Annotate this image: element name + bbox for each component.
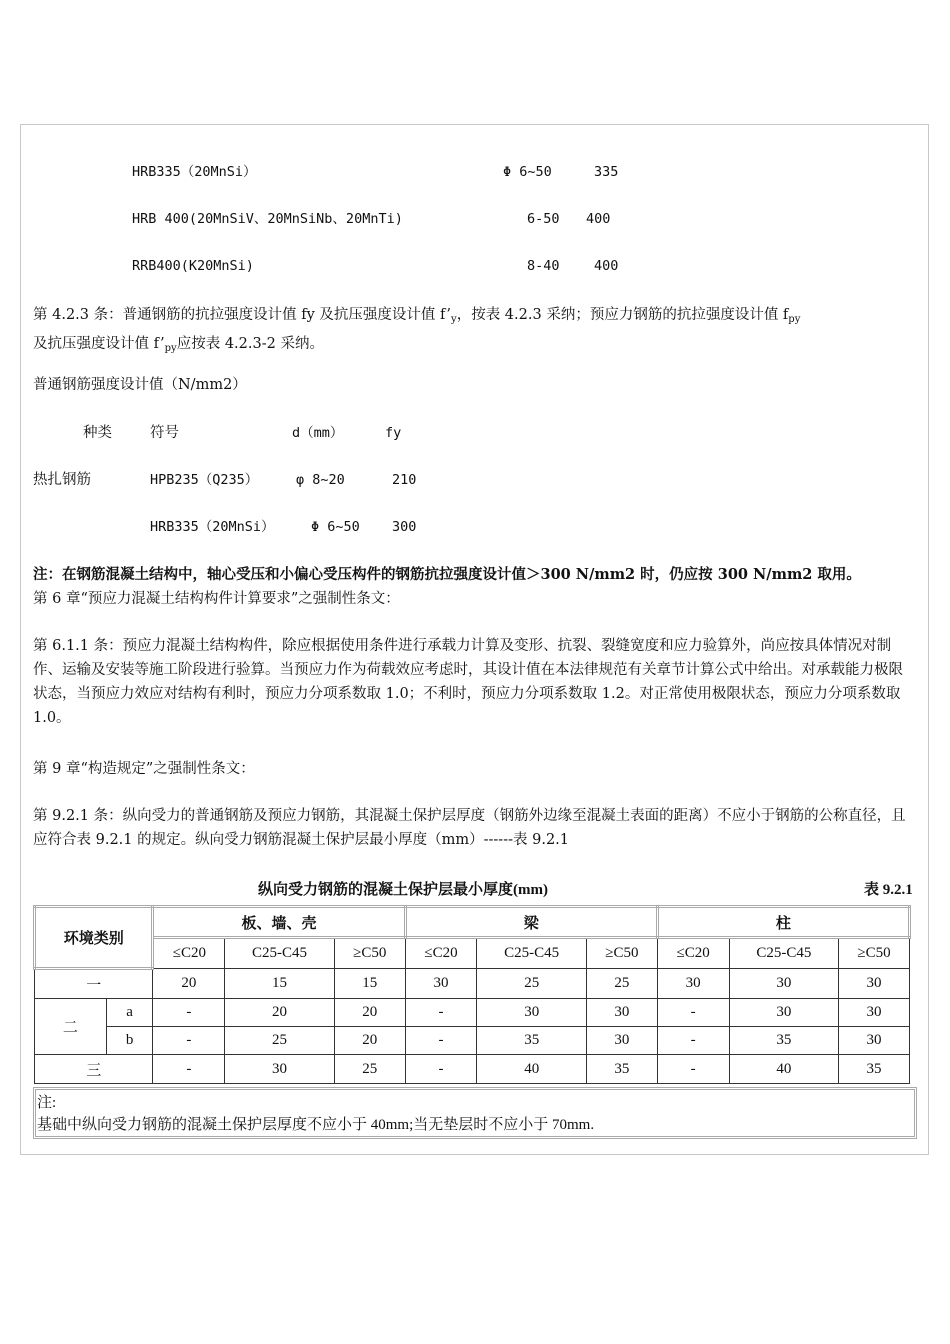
env-cell: 三 <box>35 1055 153 1084</box>
cover-table-caption: 纵向受力钢筋的混凝土保护层最小厚度(mm) <box>258 882 548 898</box>
clause-4-2-3: 第 4.2.3 条：普通钢筋的抗拉强度设计值 fy 及抗压强度设计值 $f’_y$，按表 4.2.3 采纳；预应力钢筋的抗拉强度设计值 $f_{py}$ 及抗压强度设计值 $f’_{py}$应按表 4.2.3-2 采纳。 <box>33 307 801 354</box>
table-cell: 30 <box>839 1027 910 1055</box>
table-row <box>35 969 910 999</box>
table-cell: 20 <box>334 1027 405 1055</box>
steel-row-diameter: 6-50 <box>527 211 560 227</box>
chapter-9-title: 第 9 章“构造规定”之强制性条文： <box>33 761 255 777</box>
sub-header: C25-C45 <box>729 938 839 969</box>
strength-table-title: 普通钢筋强度设计值（N/mm2） <box>33 377 247 393</box>
table-cell: 25 <box>225 1027 335 1055</box>
sub-header: ≤C20 <box>657 938 729 969</box>
group-header-column: 柱 <box>657 907 909 938</box>
steel-row-value: 400 <box>586 211 611 227</box>
strength-header-symbol: 符号 <box>150 425 179 441</box>
env-cell: 一 <box>35 969 153 999</box>
strength-header-kind: 种类 <box>83 425 112 441</box>
table-cell: 25 <box>477 969 587 999</box>
env-cell: 二 <box>35 999 107 1055</box>
steel-row-value: 400 <box>594 258 619 274</box>
table-row <box>35 1055 910 1084</box>
strength-row-fy: 210 <box>392 472 417 488</box>
cover-table-note <box>33 1087 917 1139</box>
table-cell: 30 <box>839 969 910 999</box>
table-cell: 20 <box>153 969 225 999</box>
table-cell: - <box>153 1027 225 1055</box>
table-cell: - <box>657 999 729 1027</box>
steel-row-name: HRB 400(20MnSiV、20MnSiNb、20MnTi) <box>132 211 403 227</box>
table-cell: 30 <box>477 999 587 1027</box>
table-cell: 30 <box>657 969 729 999</box>
steel-row-diameter: 8-40 <box>527 258 560 274</box>
table-cell: - <box>405 1055 477 1084</box>
table-cell: - <box>153 999 225 1027</box>
strength-group-label: 热扎钢筋 <box>33 472 91 488</box>
table-cell: 30 <box>839 999 910 1027</box>
steel-row-value: 335 <box>594 164 619 180</box>
sub-header: C25-C45 <box>225 938 335 969</box>
strength-header-diameter: d（mm） <box>292 425 344 441</box>
steel-row-name: RRB400(K20MnSi) <box>132 258 254 274</box>
table-cell: 35 <box>586 1055 657 1084</box>
strength-row-diameter: φ 8~20 <box>296 472 345 488</box>
table-cell: 20 <box>225 999 335 1027</box>
table-cell: - <box>657 1027 729 1055</box>
table-row <box>35 999 910 1027</box>
table-cell: 30 <box>405 969 477 999</box>
strength-note: 注：在钢筋混凝土结构中，轴心受压和小偏心受压构件的钢筋抗拉强度设计值＞300 N/mm2 时，仍应按 300 N/mm2 取用。 <box>33 566 861 583</box>
table-row <box>35 1027 910 1055</box>
table-cell: 20 <box>334 999 405 1027</box>
strength-row-symbol: HPB235（Q235） <box>150 472 259 488</box>
table-cell: 15 <box>334 969 405 999</box>
table-cell: 35 <box>729 1027 839 1055</box>
chapter-6-title: 第 6 章“预应力混凝土结构构件计算要求”之强制性条文： <box>33 591 400 607</box>
group-header-slab: 板、墙、壳 <box>153 907 405 938</box>
clause-6-1-1: 第 6.1.1 条：预应力混凝土结构构件，除应根据使用条件进行承载力计算及变形、抗裂、裂缝宽度和应力验算外，尚应按具体情况对制作、运输及安装等施工阶段进行验算。当预应力作为荷载效应考虑时，其设计值在本法律规范有关章节计算公式中给出。对承载能力极限状态，当预应力效应对结构有利时，预应力分项系数取 1.0；不利时，预应力分项系数取 1.2。对正常使用极限状态，预应力分项系数取 1.0。 <box>33 638 903 726</box>
sub-header: ≤C20 <box>153 938 225 969</box>
table-cell: 35 <box>839 1055 910 1084</box>
strength-row-fy: 300 <box>392 519 417 535</box>
steel-row-diameter: Φ 6~50 <box>503 164 552 180</box>
env-sub-cell: a <box>106 999 153 1027</box>
table-cell: 40 <box>729 1055 839 1084</box>
note-label: 注: <box>37 1095 57 1111</box>
table-cell: - <box>657 1055 729 1084</box>
table-cell: - <box>405 999 477 1027</box>
strength-row-diameter: Φ 6~50 <box>311 519 360 535</box>
table-cell: 30 <box>586 999 657 1027</box>
strength-header-fy: fy <box>385 425 402 441</box>
sub-header: ≤C20 <box>405 938 477 969</box>
table-cell: 30 <box>225 1055 335 1084</box>
table-cell: 30 <box>586 1027 657 1055</box>
table-cell: - <box>153 1055 225 1084</box>
table-cell: - <box>405 1027 477 1055</box>
cover-table <box>33 905 911 1084</box>
table-cell: 25 <box>586 969 657 999</box>
sub-header: C25-C45 <box>477 938 587 969</box>
env-header: 环境类别 <box>35 907 153 969</box>
clause-9-2-1: 第 9.2.1 条：纵向受力的普通钢筋及预应力钢筋，其混凝土保护层厚度（钢筋外边缘至混凝土表面的距离）不应小于钢筋的公称直径，且应符合表 9.2.1 的规定。纵向受力钢筋混凝土保护层最小厚度（mm）------表 9.2.1 <box>33 808 906 848</box>
table-cell: 15 <box>225 969 335 999</box>
table-cell: 25 <box>334 1055 405 1084</box>
note-text: 基础中纵向受力钢筋的混凝土保护层厚度不应小于 40mm;当无垫层时不应小于 70mm. <box>37 1117 595 1133</box>
table-cell: 30 <box>729 969 839 999</box>
group-header-beam: 梁 <box>405 907 657 938</box>
table-cell: 30 <box>729 999 839 1027</box>
sub-header: ≥C50 <box>334 938 405 969</box>
sub-header: ≥C50 <box>586 938 657 969</box>
table-cell: 35 <box>477 1027 587 1055</box>
sub-header: ≥C50 <box>839 938 910 969</box>
cover-table-number: 表 9.2.1 <box>864 882 913 898</box>
strength-row-symbol: HRB335（20MnSi） <box>150 519 275 535</box>
steel-row-name: HRB335（20MnSi） <box>132 164 257 180</box>
env-sub-cell: b <box>106 1027 153 1055</box>
table-cell: 40 <box>477 1055 587 1084</box>
